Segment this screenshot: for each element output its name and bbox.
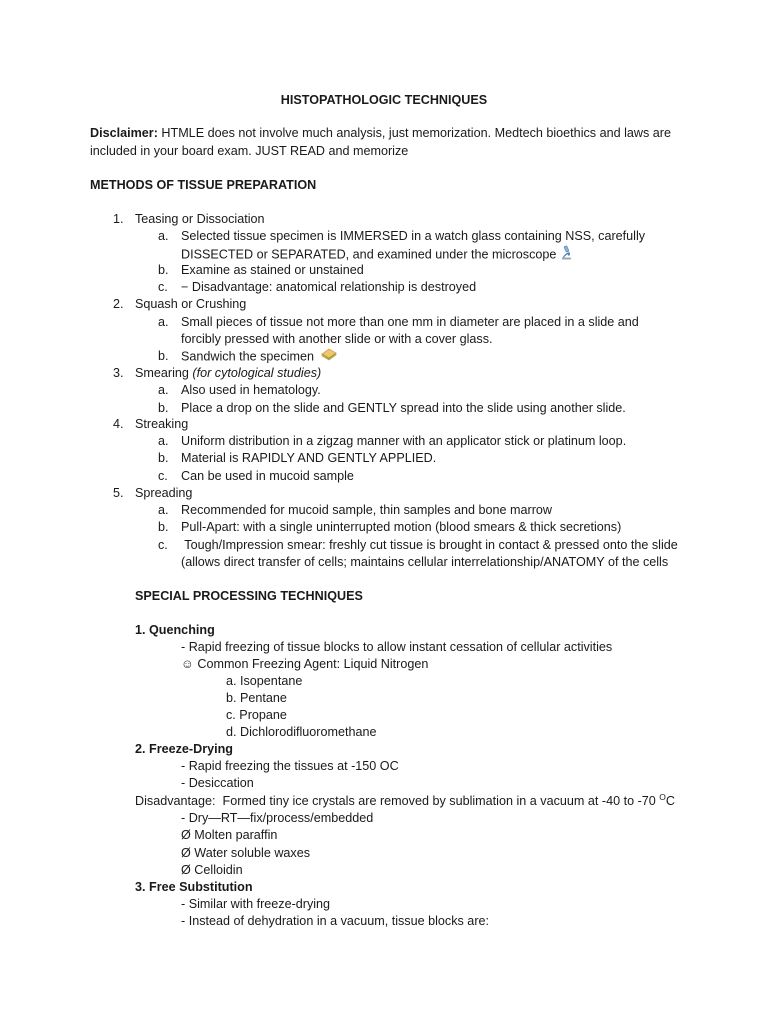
sub-item-text: (allows direct transfer of cells; maintains cellular interrelationship/ANATOMY of the cells — [181, 555, 669, 569]
sub-item-text: Small pieces of tissue not more than one mm in diameter are placed in a slide and — [181, 315, 639, 329]
freezing-agent-item: a. Isopentane — [226, 674, 303, 688]
sub-letter: c. — [158, 280, 168, 294]
disclaimer-line-1 — [90, 125, 671, 142]
sub-item-text-cont — [181, 348, 337, 366]
sub-letter: b. — [158, 263, 169, 277]
disclaimer-text-1: HTMLE does not involve much analysis, just memorization. Medtech bioethics and laws are — [161, 126, 671, 140]
list-item-label-line — [135, 365, 321, 382]
subsection-heading-quenching: 1. Quenching — [135, 623, 215, 637]
embedding-medium-item: Ø Celloidin — [181, 863, 243, 877]
sub-letter: b. — [158, 349, 169, 363]
sub-item-text: − Disadvantage: anatomical relationship is destroyed — [181, 280, 477, 294]
sub-letter: c. — [158, 469, 168, 483]
embedding-medium-item: Ø Water soluble waxes — [181, 846, 311, 860]
sub-item-text: Also used in hematology. — [181, 383, 321, 397]
list-number: 3. — [113, 366, 124, 380]
sub-letter: a. — [158, 434, 169, 448]
document-title: HISTOPATHOLOGIC TECHNIQUES — [280, 93, 488, 107]
sub-letter: b. — [158, 401, 169, 415]
free-substitution-line-2: - Instead of dehydration in a vacuum, tissue blocks are: — [181, 914, 490, 928]
sub-item-text-line: DISSECTED or SEPARATED, and examined under the microscope — [181, 247, 557, 262]
freeze-drying-line-3: - Dry—RT—fix/process/embedded — [181, 811, 374, 825]
sub-item-text: Uniform distribution in a zigzag manner with an applicator stick or platinum loop. — [181, 434, 627, 448]
sub-item-text: Recommended for mucoid sample, thin samples and bone marrow — [181, 503, 552, 517]
sub-letter: b. — [158, 520, 169, 534]
list-number: 2. — [113, 297, 124, 311]
subsection-heading-freeze-drying: 2. Freeze-Drying — [135, 742, 233, 756]
list-item-label: Teasing or Dissociation — [135, 212, 265, 226]
quenching-line-2: ☺ Common Freezing Agent: Liquid Nitrogen — [181, 657, 429, 671]
subsection-heading-free-substitution: 3. Free Substitution — [135, 880, 253, 894]
sub-letter: a. — [158, 383, 169, 397]
sub-letter: a. — [158, 503, 169, 517]
section-heading-methods: METHODS OF TISSUE PREPARATION — [90, 178, 317, 192]
freeze-drying-line-1: - Rapid freezing the tissues at -150 OC — [181, 759, 399, 773]
sub-item-text: Tough/Impression smear: freshly cut tissue is brought in contact & pressed onto the slide — [181, 538, 678, 552]
degree-superscript: O — [659, 792, 666, 802]
disclaimer-label: Disclaimer: — [90, 126, 158, 140]
embedding-medium-item: Ø Molten paraffin — [181, 828, 278, 842]
list-item-label: Spreading — [135, 486, 193, 500]
sub-letter: a. — [158, 315, 169, 329]
freezing-agent-item: b. Pentane — [226, 691, 287, 705]
sub-item-text: Material is RAPIDLY AND GENTLY APPLIED. — [181, 451, 437, 465]
list-number: 4. — [113, 417, 124, 431]
freeze-drying-disadvantage — [135, 793, 675, 811]
freeze-drying-line-2: - Desiccation — [181, 776, 254, 790]
disadvantage-text: Disadvantage: Formed tiny ice crystals are removed by sublimation in a vacuum at -40 to -70 — [135, 794, 660, 808]
list-number: 5. — [113, 486, 124, 500]
disclaimer-text-2: included in your board exam. JUST READ and memorize — [90, 144, 409, 158]
list-item-label: Smearing — [135, 366, 189, 380]
sub-letter: c. — [158, 538, 168, 552]
list-number: 1. — [113, 212, 124, 226]
list-item-label: Streaking — [135, 417, 189, 431]
sub-item-text-line: Sandwich the specimen — [181, 349, 315, 364]
celsius-unit: C — [665, 794, 676, 808]
free-substitution-line-1: - Similar with freeze-drying — [181, 897, 331, 911]
sub-letter: b. — [158, 451, 169, 465]
sandwich-icon — [321, 348, 337, 366]
list-item-label-note: (for cytological studies) — [192, 366, 322, 380]
section-heading-special: SPECIAL PROCESSING TECHNIQUES — [135, 589, 363, 603]
sub-item-text: Can be used in mucoid sample — [181, 469, 354, 483]
sub-item-text: forcibly pressed with another slide or with a cover glass. — [181, 332, 493, 346]
sub-item-text: Examine as stained or unstained — [181, 263, 364, 277]
freezing-agent-item: c. Propane — [226, 708, 287, 722]
freezing-agent-item: d. Dichlorodifluoromethane — [226, 725, 377, 739]
microscope-icon — [560, 245, 573, 265]
sub-item-text: Pull-Apart: with a single uninterrupted motion (blood smears & thick secretions) — [181, 520, 622, 534]
sub-item-text: Selected tissue specimen is IMMERSED in a watch glass containing NSS, carefully — [181, 229, 646, 243]
sub-item-text: Place a drop on the slide and GENTLY spread into the slide using another slide. — [181, 401, 626, 415]
sub-letter: a. — [158, 229, 169, 243]
list-item-label: Squash or Crushing — [135, 297, 247, 311]
quenching-line-1: - Rapid freezing of tissue blocks to allow instant cessation of cellular activities — [181, 640, 613, 654]
